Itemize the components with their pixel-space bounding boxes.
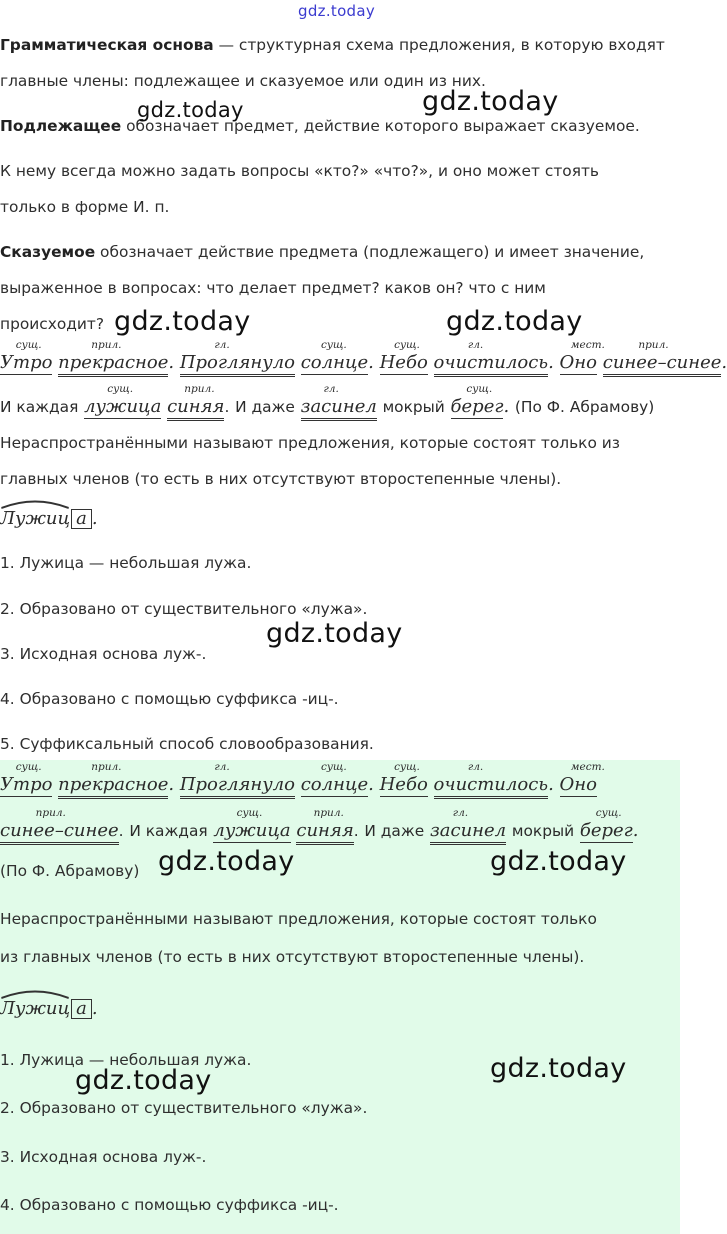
answer-parsed-sentence-line-2: прил. синее–синее. И каждая сущ. лужица прил. синяя. И даже гл. засинел мокрый сущ. берег. xyxy=(0,820,639,845)
parsed-sentence-line-2: И каждая сущ. лужица прил. синяя. И даже гл. засинел мокрый сущ. берег. (По Ф. Абрамову) xyxy=(0,396,654,421)
watermark: gdz.today xyxy=(422,86,559,117)
list-item-4: 4. Образовано с помощью суффикса -иц-. xyxy=(0,690,339,708)
root-arc-icon xyxy=(0,499,70,509)
answer-root-arc-icon xyxy=(0,989,70,999)
paragraph-subject-line-2: К нему всегда можно задать вопросы «кто?» «что?», и оно может стоять xyxy=(0,162,600,180)
watermark: gdz.today xyxy=(490,846,627,877)
paragraph-predicate-line-1: Сказуемое обозначает действие предмета (подлежащего) и имеет значение, xyxy=(0,243,645,261)
watermark: gdz.today xyxy=(266,618,403,649)
watermark: gdz.today xyxy=(137,98,244,122)
paragraph-predicate-line-3: происходит? xyxy=(0,315,105,333)
watermark: gdz.today xyxy=(490,1053,627,1084)
word-luzhitsa: сущ. лужица xyxy=(84,383,162,417)
paragraph-nonextended-line-1: Нераспространёнными называют предложения, которые состоят только из xyxy=(0,434,620,452)
word-zasinel: гл. засинел xyxy=(301,396,377,421)
paragraph-grammatical-basis-line-1: Грамматическая основа — структурная схема предложения, в которую входят xyxy=(0,36,665,54)
word-proglyanulo: гл. Проглянуло xyxy=(180,352,295,377)
answer-parsed-sentence-line-1: сущ. Утро прил. прекрасное. гл. Проглянуло сущ. солнце. сущ. Небо гл. очистилось. мест. Оно xyxy=(0,774,597,799)
answer-morpheme-breakdown: Лужиц а . xyxy=(0,998,98,1020)
list-item-3: 3. Исходная основа луж-. xyxy=(0,645,207,663)
word-solntse: сущ. солнце xyxy=(300,339,369,373)
morpheme-root: Лужиц xyxy=(0,508,70,530)
word-bereg: сущ. берег xyxy=(450,383,504,417)
word-sinee-sinee: прил. синее–синее xyxy=(603,352,722,377)
term-subject: Подлежащее xyxy=(0,117,122,135)
source-attribution: (По Ф. Абрамову) xyxy=(514,398,655,416)
word-ochistilos: гл. очистилось xyxy=(434,352,549,377)
list-item-5: 5. Суффиксальный способ словообразования. xyxy=(0,735,374,753)
parsed-sentence-line-1: сущ. Утро прил. прекрасное. гл. Проглянуло сущ. солнце. сущ. Небо гл. очистилось. мест. Оно прил. синее–синее. xyxy=(0,352,727,377)
list-item-2: 2. Образовано от существительного «лужа». xyxy=(0,600,368,618)
paragraph-subject-line-1: Подлежащее обозначает предмет, действие которого выражает сказуемое. xyxy=(0,117,640,135)
watermark: gdz.today xyxy=(75,1065,212,1096)
paragraph-subject-line-3: только в форме И. п. xyxy=(0,198,170,216)
watermark: gdz.today xyxy=(114,306,251,337)
word-utro: сущ. Утро xyxy=(0,339,53,373)
paragraph-grammatical-basis-line-2: главные члены: подлежащее и сказуемое или один из них. xyxy=(0,72,486,90)
site-logo[interactable]: gdz.today xyxy=(298,2,376,20)
answer-list-item-4: 4. Образовано с помощью суффикса -иц-. xyxy=(0,1196,339,1214)
morpheme-breakdown: Лужиц а . xyxy=(0,508,98,530)
answer-list-item-2: 2. Образовано от существительного «лужа». xyxy=(0,1099,368,1117)
paragraph-predicate-line-2: выраженное в вопросах: что делает предмет? каков он? что с ним xyxy=(0,279,546,297)
paragraph-nonextended-line-2: главных членов (то есть в них отсутствуют второстепенные члены). xyxy=(0,470,562,488)
answer-list-item-3: 3. Исходная основа луж-. xyxy=(0,1148,207,1166)
word-prekrasnoe: прил. прекрасное xyxy=(58,352,168,377)
watermark: gdz.today xyxy=(446,306,583,337)
morpheme-ending: а xyxy=(71,509,92,529)
list-item-1: 1. Лужица — небольшая лужа. xyxy=(0,554,252,572)
word-nebo: сущ. Небо xyxy=(379,339,428,373)
answer-paragraph-line-1: Нераспространёнными называют предложения, которые состоят только xyxy=(0,910,597,928)
watermark: gdz.today xyxy=(158,846,295,877)
term-grammatical-basis: Грамматическая основа xyxy=(0,36,214,54)
answer-source-attribution: (По Ф. Абрамову) xyxy=(0,862,140,880)
word-ono: мест. Оно xyxy=(559,339,605,373)
word-sinyaya: прил. синяя xyxy=(167,396,224,421)
answer-list-item-1: 1. Лужица — небольшая лужа. xyxy=(0,1051,252,1069)
term-predicate: Сказуемое xyxy=(0,243,96,261)
answer-paragraph-line-2: из главных членов (то есть в них отсутствуют второстепенные члены). xyxy=(0,948,585,966)
